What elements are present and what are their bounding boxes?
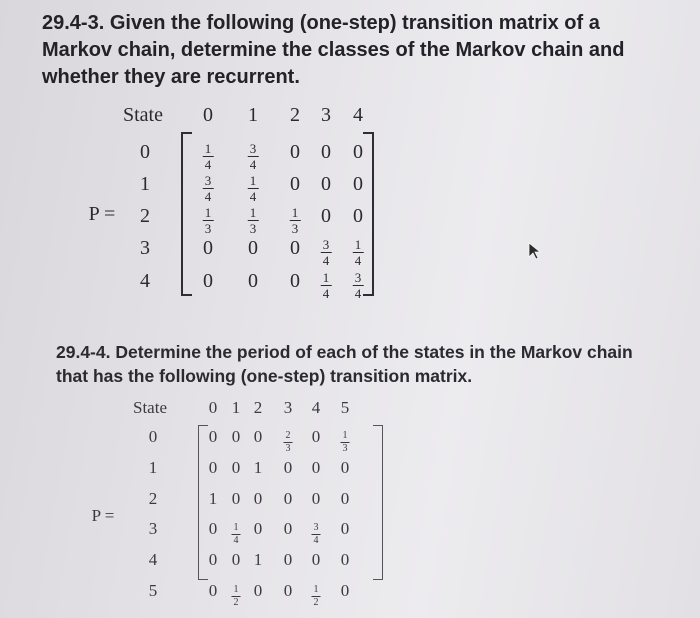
row-label: 5 [148, 581, 158, 600]
row-label: 0 [148, 427, 158, 446]
fraction-numerator: 2 [285, 430, 291, 441]
fraction-denominator: 4 [233, 535, 239, 546]
fraction-numerator: 1 [313, 584, 319, 595]
fraction-numerator: 1 [233, 584, 239, 595]
matrix-cell: 0 [340, 458, 350, 477]
fraction [284, 431, 293, 454]
matrix-cell: 0 [283, 519, 293, 538]
fraction [341, 431, 350, 454]
fraction [312, 585, 321, 608]
matrix-cell: 0 [208, 550, 218, 569]
matrix-cell [321, 265, 332, 300]
matrix-left-bracket [198, 425, 208, 580]
matrix-cell: 0 [340, 581, 350, 600]
matrix-cell: 0 [340, 550, 350, 569]
p-label: P = [91, 506, 115, 525]
fraction [248, 174, 259, 203]
row-label: 1 [148, 458, 158, 477]
fraction-numerator: 1 [354, 237, 362, 252]
matrix-cell [312, 515, 321, 546]
state-header: State [123, 104, 163, 126]
fraction-numerator: 1 [322, 270, 330, 285]
matrix-right-bracket [363, 132, 374, 296]
matrix-cell: 0 [253, 519, 263, 538]
fraction-denominator: 2 [313, 597, 319, 608]
matrix-cell: 0 [231, 550, 241, 569]
matrix-cell [290, 200, 301, 235]
problem-29-4-3-number: 29.4-3. [42, 12, 105, 34]
matrix-cell: 0 [290, 173, 300, 195]
matrix-cell: 0 [290, 270, 300, 292]
matrix-cell: 0 [231, 458, 241, 477]
fraction [290, 206, 301, 235]
fraction-numerator: 1 [204, 141, 212, 156]
fraction [203, 142, 214, 171]
fraction-numerator: 1 [233, 522, 239, 533]
matrix-cell: 0 [208, 458, 218, 477]
fraction-denominator: 3 [204, 221, 212, 236]
matrix-cell: 0 [208, 427, 218, 446]
matrix-cell [353, 232, 364, 267]
fraction-denominator: 4 [249, 189, 257, 204]
fraction [321, 238, 332, 267]
problem-29-4-4-number: 29.4-4. [56, 342, 111, 362]
fraction-denominator: 4 [313, 535, 319, 546]
matrix-cell [232, 577, 241, 608]
row-label: 3 [140, 237, 150, 259]
fraction-denominator: 4 [354, 286, 362, 301]
matrix-cell: 0 [208, 519, 218, 538]
fraction-denominator: 4 [322, 286, 330, 301]
matrix-cell: 0 [321, 173, 331, 195]
matrix-cell: 0 [203, 270, 213, 292]
matrix-cell: 0 [290, 237, 300, 259]
fraction-numerator: 1 [249, 205, 257, 220]
matrix-cell: 0 [353, 173, 363, 195]
matrix-cell: 0 [248, 270, 258, 292]
p-label: P = [88, 203, 116, 225]
mouse-cursor-icon [528, 242, 542, 260]
column-header: 3 [321, 104, 331, 126]
matrix-cell [341, 423, 350, 454]
matrix-cell [248, 200, 259, 235]
matrix-cell: 0 [311, 489, 321, 508]
fraction-numerator: 3 [313, 522, 319, 533]
matrix-cell [248, 136, 259, 171]
row-label: 4 [140, 270, 150, 292]
fraction [248, 206, 259, 235]
fraction [248, 142, 259, 171]
column-header: 1 [248, 104, 258, 126]
matrix-cell: 1 [253, 550, 263, 569]
matrix-cell: 0 [253, 427, 263, 446]
fraction [232, 523, 241, 546]
matrix-right-bracket [373, 425, 383, 580]
matrix-cell: 0 [353, 205, 363, 227]
column-header: 2 [290, 104, 300, 126]
fraction-denominator: 3 [249, 221, 257, 236]
matrix-cell: 1 [253, 458, 263, 477]
fraction-denominator: 4 [204, 157, 212, 172]
matrix-cell: 0 [248, 237, 258, 259]
column-header: 0 [203, 104, 213, 126]
fraction [203, 206, 214, 235]
fraction-denominator: 3 [291, 221, 299, 236]
matrix-left-bracket [181, 132, 192, 296]
row-label: 3 [148, 519, 158, 538]
column-header: 1 [231, 398, 241, 417]
matrix-cell [203, 136, 214, 171]
matrix-cell: 0 [290, 141, 300, 163]
fraction-numerator: 3 [204, 173, 212, 188]
matrix-cell: 0 [283, 458, 293, 477]
column-header: 4 [353, 104, 363, 126]
state-header: State [133, 398, 167, 417]
column-header: 2 [253, 398, 263, 417]
matrix-cell: 0 [340, 489, 350, 508]
matrix-cell: 0 [311, 458, 321, 477]
matrix-cell [284, 423, 293, 454]
matrix-cell: 0 [253, 489, 263, 508]
problem-29-4-3-text: Given the following (one-step) transition matrix of a Markov chain, determine the classes of the Markov chain and whether they are recurrent. [42, 12, 625, 88]
fraction-denominator: 4 [354, 253, 362, 268]
row-label: 2 [140, 205, 150, 227]
fraction-numerator: 1 [291, 205, 299, 220]
column-header: 4 [311, 398, 321, 417]
fraction [203, 174, 214, 203]
fraction-denominator: 4 [322, 253, 330, 268]
matrix-cell [232, 515, 241, 546]
fraction [353, 238, 364, 267]
matrix-cell [203, 200, 214, 235]
fraction-denominator: 3 [342, 443, 348, 454]
fraction [312, 523, 321, 546]
fraction-numerator: 3 [354, 270, 362, 285]
matrix-cell [203, 168, 214, 203]
matrix-cell: 0 [283, 489, 293, 508]
fraction [321, 271, 332, 300]
fraction-denominator: 2 [233, 597, 239, 608]
matrix-cell: 0 [321, 141, 331, 163]
fraction [232, 585, 241, 608]
fraction-numerator: 1 [249, 173, 257, 188]
matrix-cell [248, 168, 259, 203]
fraction-numerator: 3 [322, 237, 330, 252]
fraction-denominator: 4 [249, 157, 257, 172]
fraction-numerator: 1 [342, 430, 348, 441]
row-label: 1 [140, 173, 150, 195]
row-label: 2 [148, 489, 158, 508]
matrix-cell [321, 232, 332, 267]
fraction-denominator: 3 [285, 443, 291, 454]
matrix-cell: 0 [231, 489, 241, 508]
matrix-cell [312, 577, 321, 608]
matrix-cell [353, 265, 364, 300]
column-header: 3 [283, 398, 293, 417]
problem-29-4-4-text: Determine the period of each of the states in the Markov chain that has the following (one-step) transition matrix. [56, 342, 633, 386]
matrix-cell: 0 [353, 141, 363, 163]
fraction-numerator: 3 [249, 141, 257, 156]
matrix-cell: 0 [203, 237, 213, 259]
matrix-cell: 0 [208, 581, 218, 600]
matrix-cell: 0 [253, 581, 263, 600]
row-label: 0 [140, 141, 150, 163]
column-header: 5 [340, 398, 350, 417]
matrix-cell: 0 [311, 550, 321, 569]
matrix-cell: 1 [208, 489, 218, 508]
fraction [353, 271, 364, 300]
problem-29-4-3-statement [42, 10, 662, 91]
fraction-numerator: 1 [204, 205, 212, 220]
matrix-cell: 0 [321, 205, 331, 227]
matrix-cell: 0 [311, 427, 321, 446]
column-header: 0 [208, 398, 218, 417]
problem-29-4-4-statement [56, 340, 656, 388]
matrix-cell: 0 [231, 427, 241, 446]
fraction-denominator: 4 [204, 189, 212, 204]
row-label: 4 [148, 550, 158, 569]
matrix-cell: 0 [340, 519, 350, 538]
matrix-cell: 0 [283, 581, 293, 600]
matrix-cell: 0 [283, 550, 293, 569]
